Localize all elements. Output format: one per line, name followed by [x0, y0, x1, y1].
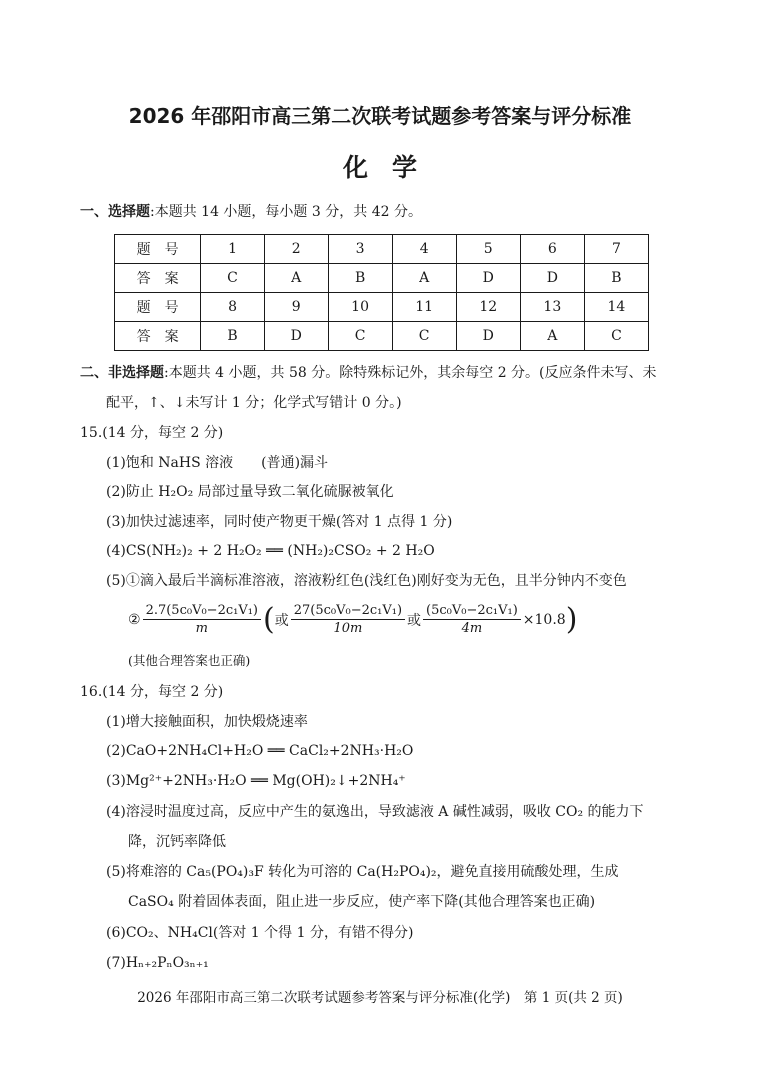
section1-heading: 一、选择题 [80, 204, 150, 220]
table-row [115, 264, 649, 293]
table-cell: D [456, 264, 520, 293]
section2-text-1: :本题共 4 小题，共 58 分。除特殊标记外，其余每空 2 分。(反应条件未写、未 [164, 365, 657, 381]
q16-item-4-cont: 降，沉钙率降低 [128, 834, 226, 850]
table-cell: 7 [584, 235, 648, 264]
right-paren: ) [565, 602, 578, 637]
row-label-answer: 答案 [115, 322, 201, 351]
table-cell: 9 [264, 293, 328, 322]
section2-line-1 [80, 364, 657, 382]
table-cell: B [584, 264, 648, 293]
section1-line [80, 203, 422, 221]
table-cell: 12 [456, 293, 520, 322]
section2-heading: 二、非选择题 [80, 365, 164, 381]
q16-item-6: (6)CO₂、NH₄Cl(答对 1 个得 1 分，有错不得分) [106, 925, 414, 941]
table-cell: 1 [201, 235, 265, 264]
q16-heading: 16.(14 分，每空 2 分) [80, 684, 224, 700]
q15-item-2: (2)防止 H₂O₂ 局部过量导致二氧化硫脲被氧化 [106, 484, 394, 500]
q15-item-5: (5)①滴入最后半滴标准溶液，溶液粉红色(浅红色)刚好变为无色，且半分钟内不变色 [106, 573, 627, 589]
table-cell: B [201, 322, 265, 351]
formula-prefix: ② [128, 611, 141, 628]
table-cell: 13 [520, 293, 584, 322]
answer-table [114, 234, 649, 351]
fraction-2-numerator: 27(5c₀V₀−2c₁V₁) [291, 603, 405, 620]
row-label-answer: 答案 [115, 264, 201, 293]
table-cell: B [328, 264, 392, 293]
table-cell: 10 [328, 293, 392, 322]
q16-item-1: (1)增大接触面积，加快煅烧速率 [106, 714, 308, 730]
table-cell: D [264, 322, 328, 351]
fraction-2-denominator: 10m [333, 621, 363, 636]
table-row [115, 322, 649, 351]
table-cell: D [520, 264, 584, 293]
q16-item-7: (7)Hₙ₊₂PₙO₃ₙ₊₁ [106, 955, 209, 971]
q15-item-4: (4)CS(NH₂)₂ + 2 H₂O₂ ══ (NH₂)₂CSO₂ + 2 H₂O [106, 543, 435, 559]
q15-item-1: (1)饱和 NaHS 溶液 (普通)漏斗 [106, 455, 329, 471]
row-label-question: 题号 [115, 235, 201, 264]
page-footer: 2026 年邵阳市高三第二次联考试题参考答案与评分标准(化学) 第 1 页(共 2 页) [137, 990, 623, 1006]
table-cell: A [520, 322, 584, 351]
fraction-1-numerator: 2.7(5c₀V₀−2c₁V₁) [143, 603, 261, 620]
table-row [115, 293, 649, 322]
or-text-2: 或 [407, 612, 422, 629]
subject-title: 化学 [342, 153, 441, 182]
table-cell: C [201, 264, 265, 293]
table-cell: A [264, 264, 328, 293]
table-cell: C [392, 322, 456, 351]
table-cell: 6 [520, 235, 584, 264]
q16-item-5: (5)将难溶的 Ca₅(PO₄)₃F 转化为可溶的 Ca(H₂PO₄)₂，避免直接用硫酸处理，生成 [106, 864, 619, 880]
fraction-3 [423, 603, 521, 636]
q15-heading: 15.(14 分，每空 2 分) [80, 425, 224, 441]
page-title: 2026 年邵阳市高三第二次联考试题参考答案与评分标准 [128, 104, 632, 128]
left-paren: ( [263, 602, 275, 637]
q16-item-5-cont: CaSO₄ 附着固体表面，阻止进一步反应，使产率下降(其他合理答案也正确) [128, 894, 596, 910]
q15-formula [128, 602, 577, 637]
table-cell: 8 [201, 293, 265, 322]
q15-note: (其他合理答案也正确) [128, 653, 251, 668]
table-cell: 2 [264, 235, 328, 264]
fraction-1-denominator: m [195, 621, 208, 636]
formula-suffix: ×10.8 [522, 611, 566, 628]
table-cell: A [392, 264, 456, 293]
q16-item-2: (2)CaO+2NH₄Cl+H₂O ══ CaCl₂+2NH₃·H₂O [106, 743, 414, 759]
table-cell: 5 [456, 235, 520, 264]
table-cell: C [328, 322, 392, 351]
table-row [115, 235, 649, 264]
table-cell: 3 [328, 235, 392, 264]
q15-item-3: (3)加快过滤速率，同时使产物更干燥(答对 1 点得 1 分) [106, 514, 453, 530]
or-text-1: 或 [274, 612, 289, 629]
table-cell: D [456, 322, 520, 351]
table-cell: 14 [584, 293, 648, 322]
fraction-3-denominator: 4m [461, 621, 483, 636]
q16-item-3: (3)Mg²⁺+2NH₃·H₂O ══ Mg(OH)₂↓+2NH₄⁺ [106, 773, 406, 789]
q16-item-4: (4)溶浸时温度过高，反应中产生的氨逸出，导致滤液 A 碱性减弱，吸收 CO₂ 的能力下 [106, 804, 644, 820]
table-cell: 11 [392, 293, 456, 322]
row-label-question: 题号 [115, 293, 201, 322]
fraction-2 [291, 603, 405, 636]
table-cell: C [584, 322, 648, 351]
fraction-3-numerator: (5c₀V₀−2c₁V₁) [423, 603, 521, 620]
section1-text: :本题共 14 小题，每小题 3 分，共 42 分。 [150, 204, 422, 220]
section2-text-2: 配平，↑、↓未写计 1 分；化学式写错计 0 分。) [106, 395, 402, 411]
table-cell: 4 [392, 235, 456, 264]
fraction-1 [143, 603, 261, 636]
